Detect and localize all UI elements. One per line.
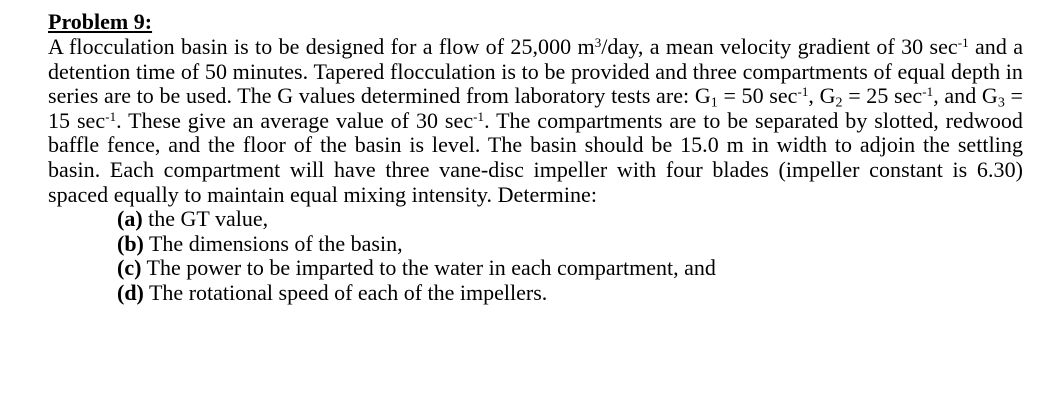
part-label: (d): [117, 279, 144, 305]
question-parts: [48, 207, 1023, 305]
statement-text: , G: [808, 83, 836, 109]
superscript: -1: [797, 84, 809, 100]
statement-text: = 15 sec: [48, 83, 1023, 133]
part-label: (a): [117, 206, 143, 232]
question-part-a: [117, 207, 1023, 232]
superscript: -1: [957, 34, 969, 50]
statement-text: . These give an average value of 30 sec: [116, 107, 474, 133]
part-text: The dimensions of the basin,: [143, 230, 403, 256]
question-part-d: [117, 281, 1023, 306]
question-part-b: [117, 232, 1023, 257]
subscript: 1: [710, 95, 718, 111]
superscript: -1: [473, 108, 485, 124]
statement-text: = 50 sec: [717, 83, 798, 109]
problem-title: Problem 9:: [48, 9, 153, 34]
question-part-c: [117, 256, 1023, 281]
superscript: -1: [105, 108, 117, 124]
subscript: 3: [997, 95, 1005, 111]
part-label: (b): [117, 230, 144, 256]
part-label: (c): [117, 255, 142, 281]
problem-statement: [48, 35, 1023, 207]
statement-text: and a detention time of 50 minutes. Tapered flocculation is to be provided and three compartments of equal depth in series are to be used. The G values determined from laboratory tests are: G: [48, 34, 1024, 109]
statement-text: . The compartments are to be separated by slotted, redwood baffle fence, and the floor of the basin is level. The basin should be 15.0 m in width to adjoin the settling basin. Each compartment will have three vane-disc impeller with four blades (impeller constant is 6.30) spaced equally to maintain equal mixing intensity. Determine:: [48, 107, 1023, 207]
statement-text: , and G: [933, 83, 998, 109]
statement-text: A flocculation basin is to be designed for a flow of 25,000 m: [48, 34, 595, 59]
part-text: the GT value,: [142, 206, 269, 232]
superscript: -1: [922, 84, 934, 100]
statement-text: = 25 sec: [842, 83, 923, 109]
part-text: The rotational speed of each of the impellers.: [143, 279, 548, 305]
superscript: 3: [594, 34, 602, 50]
part-text: The power to be imparted to the water in each compartment, and: [141, 255, 716, 281]
statement-text: /day, a mean velocity gradient of 30 sec: [601, 34, 958, 59]
subscript: 2: [835, 95, 843, 111]
